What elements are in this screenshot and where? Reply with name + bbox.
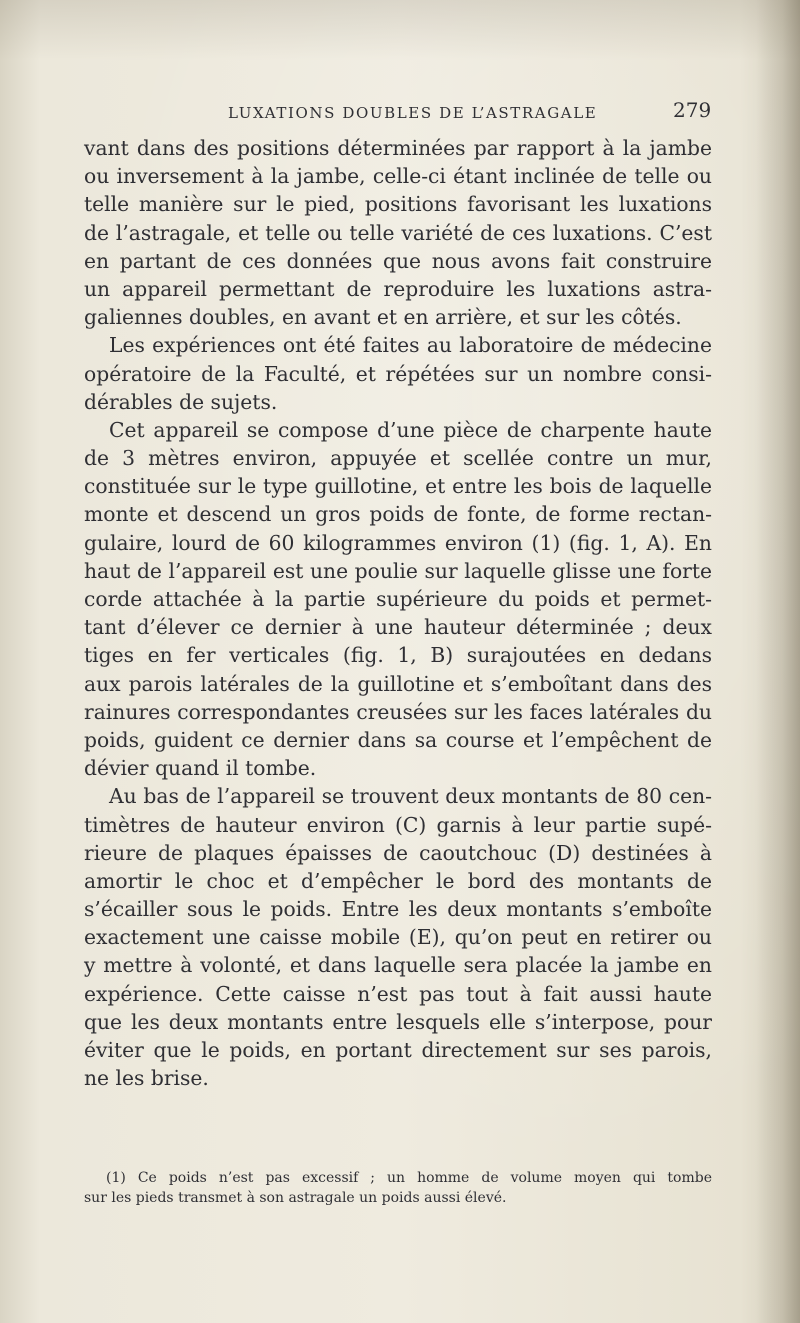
text-line: exactement une caisse mobile (E), qu’on peut en retirer ou xyxy=(84,925,712,950)
text-line: opératoire de la Faculté, et répétées sur un nombre consi- xyxy=(84,361,712,386)
text-line: aux parois latérales de la guillotine et s’emboîtant dans des xyxy=(84,671,712,696)
text-line: galiennes doubles, en avant et en arrière, et sur les côtés. xyxy=(84,305,682,330)
text-line: de 3 mètres environ, appuyée et scellée contre un mur, xyxy=(84,446,712,471)
page-header xyxy=(228,98,712,128)
text-line: monte et descend un gros poids de fonte, de forme rectan- xyxy=(84,502,712,527)
text-line: s’écailler sous le poids. Entre les deux montants s’emboîte xyxy=(84,897,712,922)
text-line: constituée sur le type guillotine, et entre les bois de laquelle xyxy=(84,474,712,499)
text-line: vant dans des positions déterminées par rapport à la jambe xyxy=(84,136,712,160)
text-line: gulaire, lourd de 60 kilogrammes environ (1) (fig. 1, A). En xyxy=(84,530,712,555)
text-line: Cet appareil se compose d’une pièce de charpente haute xyxy=(109,417,712,442)
text-line: que les deux montants entre lesquels elle s’interpose, pour xyxy=(84,1009,712,1034)
text-line: tiges en fer verticales (fig. 1, B) surajoutées en dedans xyxy=(84,643,712,668)
text-line: tant d’élever ce dernier à une hauteur déterminée ; deux xyxy=(84,615,712,640)
footnote xyxy=(84,1168,712,1208)
text-line: ne les brise. xyxy=(84,1066,209,1091)
text-line: poids, guident ce dernier dans sa course et l’empêchent de xyxy=(84,727,712,752)
text-line: corde attachée à la partie supérieure du poids et permet- xyxy=(84,587,712,611)
text-line: Les expériences ont été faites au laboratoire de médecine xyxy=(109,333,712,358)
text-line: amortir le choc et d’empêcher le bord des montants de xyxy=(84,868,712,893)
footnote-line: (1) Ce poids n’est pas excessif ; un homme de volume moyen qui tombe xyxy=(106,1170,712,1186)
text-line: telle manière sur le pied, positions favorisant les luxations xyxy=(84,192,712,217)
body-text xyxy=(84,134,712,1092)
footnote-line: sur les pieds transmet à son astragale un poids aussi élevé. xyxy=(84,1190,507,1206)
text-line: rainures correspondantes creusées sur les faces latérales du xyxy=(84,699,712,724)
text-line: un appareil permettant de reproduire les luxations astra- xyxy=(84,276,712,301)
text-line: en partant de ces données que nous avons fait construire xyxy=(84,248,712,273)
text-line: timètres de hauteur environ (C) garnis à leur partie supé- xyxy=(84,812,712,837)
text-line: rieure de plaques épaisses de caoutchouc (D) destinées à xyxy=(84,840,712,865)
text-line: y mettre à volonté, et dans laquelle sera placée la jambe en xyxy=(84,953,712,978)
page-number: 279 xyxy=(673,98,712,122)
text-line: haut de l’appareil est une poulie sur laquelle glisse une forte xyxy=(84,558,712,583)
text-line: ou inversement à la jambe, celle-ci étant inclinée de telle ou xyxy=(84,164,712,189)
page-binding-edge xyxy=(756,0,800,1323)
text-line: Au bas de l’appareil se trouvent deux montants de 80 cen- xyxy=(109,784,712,809)
running-head: LUXATIONS DOUBLES DE L’ASTRAGALE xyxy=(228,104,598,122)
text-line: dévier quand il tombe. xyxy=(84,756,317,781)
text-line: éviter que le poids, en portant directement sur ses parois, xyxy=(84,1038,712,1062)
text-line: expérience. Cette caisse n’est pas tout à fait aussi haute xyxy=(84,981,712,1006)
text-line: de l’astragale, et telle ou telle variété de ces luxations. C’est xyxy=(84,220,712,245)
text-line: dérables de sujets. xyxy=(84,389,278,414)
page-top-shadow xyxy=(0,0,800,60)
